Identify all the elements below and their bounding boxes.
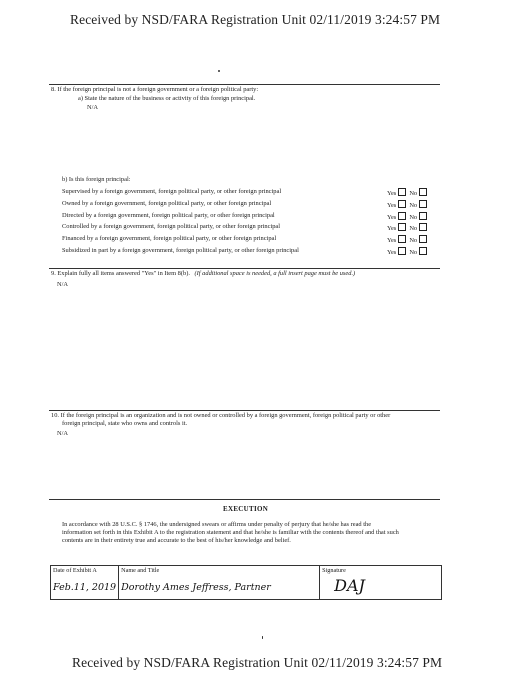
execution-text-line2: information set forth in this Exhibit A to the registration statement and that he/she is familiar with the contents thereof and that such (62, 529, 399, 536)
item8-label: 8. If the foreign principal is not a foreign government or a foreign political party: (51, 86, 259, 93)
item8b-question-text: Owned by a foreign government, foreign political party, or other foreign principal (62, 200, 272, 207)
no-checkbox[interactable] (419, 235, 427, 243)
no-label: No (409, 237, 418, 244)
scan-speck (218, 70, 220, 72)
item8b-yes-no-group (387, 235, 430, 244)
signature-table (50, 565, 442, 600)
item8a-label: a) State the nature of the business or activity of this foreign principal. (78, 95, 256, 102)
item8b-question-text: Financed by a foreign government, foreign political party, or other foreign principal (62, 235, 277, 242)
yes-checkbox[interactable] (398, 223, 406, 231)
no-label: No (409, 225, 418, 232)
yes-checkbox[interactable] (398, 235, 406, 243)
item9-top-rule (49, 268, 440, 269)
date-value: Feb.11, 2019 (53, 582, 117, 593)
item8b-question-text: Directed by a foreign government, foreign political party, or other foreign principal (62, 212, 275, 219)
item8b-yes-no-group (387, 247, 430, 256)
scan-speck (262, 636, 263, 639)
yes-label: Yes (387, 202, 397, 209)
no-checkbox[interactable] (419, 188, 427, 196)
no-checkbox[interactable] (419, 212, 427, 220)
yes-checkbox[interactable] (398, 200, 406, 208)
item10-answer: N/A (57, 430, 69, 437)
item8b-question-text: Controlled by a foreign government, foreign political party, or other foreign principal (62, 223, 281, 230)
item10-label-line2: foreign principal, state who owns and controls it. (62, 420, 188, 427)
name-cell (119, 566, 320, 600)
execution-text-line1: In accordance with 28 U.S.C. § 1746, the undersigned swears or affirms under penalty of perjury that he/she has read the (62, 521, 372, 528)
item8b-label: b) Is this foreign principal: (62, 176, 131, 183)
no-checkbox[interactable] (419, 223, 427, 231)
item8-top-rule (49, 84, 440, 85)
signature-value: DAJ (334, 576, 365, 595)
no-checkbox[interactable] (419, 200, 427, 208)
execution-top-rule (49, 499, 440, 500)
yes-label: Yes (387, 237, 397, 244)
signature-cell (320, 566, 442, 600)
yes-checkbox[interactable] (398, 212, 406, 220)
item8a-answer: N/A (87, 104, 99, 111)
yes-label: Yes (387, 225, 397, 232)
item9-answer: N/A (57, 281, 69, 288)
yes-label: Yes (387, 214, 397, 221)
footer-received-stamp: Received by NSD/FARA Registration Unit 02/11/2019 3:24:57 PM (72, 655, 443, 670)
date-header: Date of Exhibit A (53, 567, 97, 574)
yes-label: Yes (387, 190, 397, 197)
no-checkbox[interactable] (419, 247, 427, 255)
yes-label: Yes (387, 249, 397, 256)
yes-checkbox[interactable] (398, 247, 406, 255)
date-cell (51, 566, 119, 600)
item10-label-line1: 10. If the foreign principal is an organization and is not owned or controlled by a foreign government, foreign political party or other (51, 412, 391, 419)
item8b-question-text: Supervised by a foreign government, foreign political party, or other foreign principal (62, 188, 282, 195)
item8b-yes-no-group (387, 223, 430, 232)
name-value: Dorothy Ames Jeffress, Partner (121, 582, 271, 593)
item10-top-rule (49, 410, 440, 411)
signature-header: Signature (322, 567, 346, 574)
yes-checkbox[interactable] (398, 188, 406, 196)
execution-title: EXECUTION (223, 505, 269, 513)
item9-label-row (51, 270, 355, 278)
no-label: No (409, 249, 418, 256)
item8b-yes-no-group (387, 200, 430, 209)
no-label: No (409, 190, 418, 197)
header-received-stamp: Received by NSD/FARA Registration Unit 02/11/2019 3:24:57 PM (70, 12, 441, 27)
no-label: No (409, 214, 418, 221)
name-header: Name and Title (121, 567, 160, 574)
no-label: No (409, 202, 418, 209)
item9-label: 9. Explain fully all items answered "Yes" in Item 8(b). (51, 270, 190, 277)
item8b-yes-no-group (387, 188, 430, 197)
item9-note: (If additional space is needed, a full insert page must be used.) (194, 270, 356, 277)
item8b-yes-no-group (387, 212, 430, 221)
item8b-question-text: Subsidized in part by a foreign government, foreign political party, or other foreign principal (62, 247, 299, 254)
execution-text-line3: contents are in their entirety true and accurate to the best of his/her knowledge and belief. (62, 537, 291, 544)
